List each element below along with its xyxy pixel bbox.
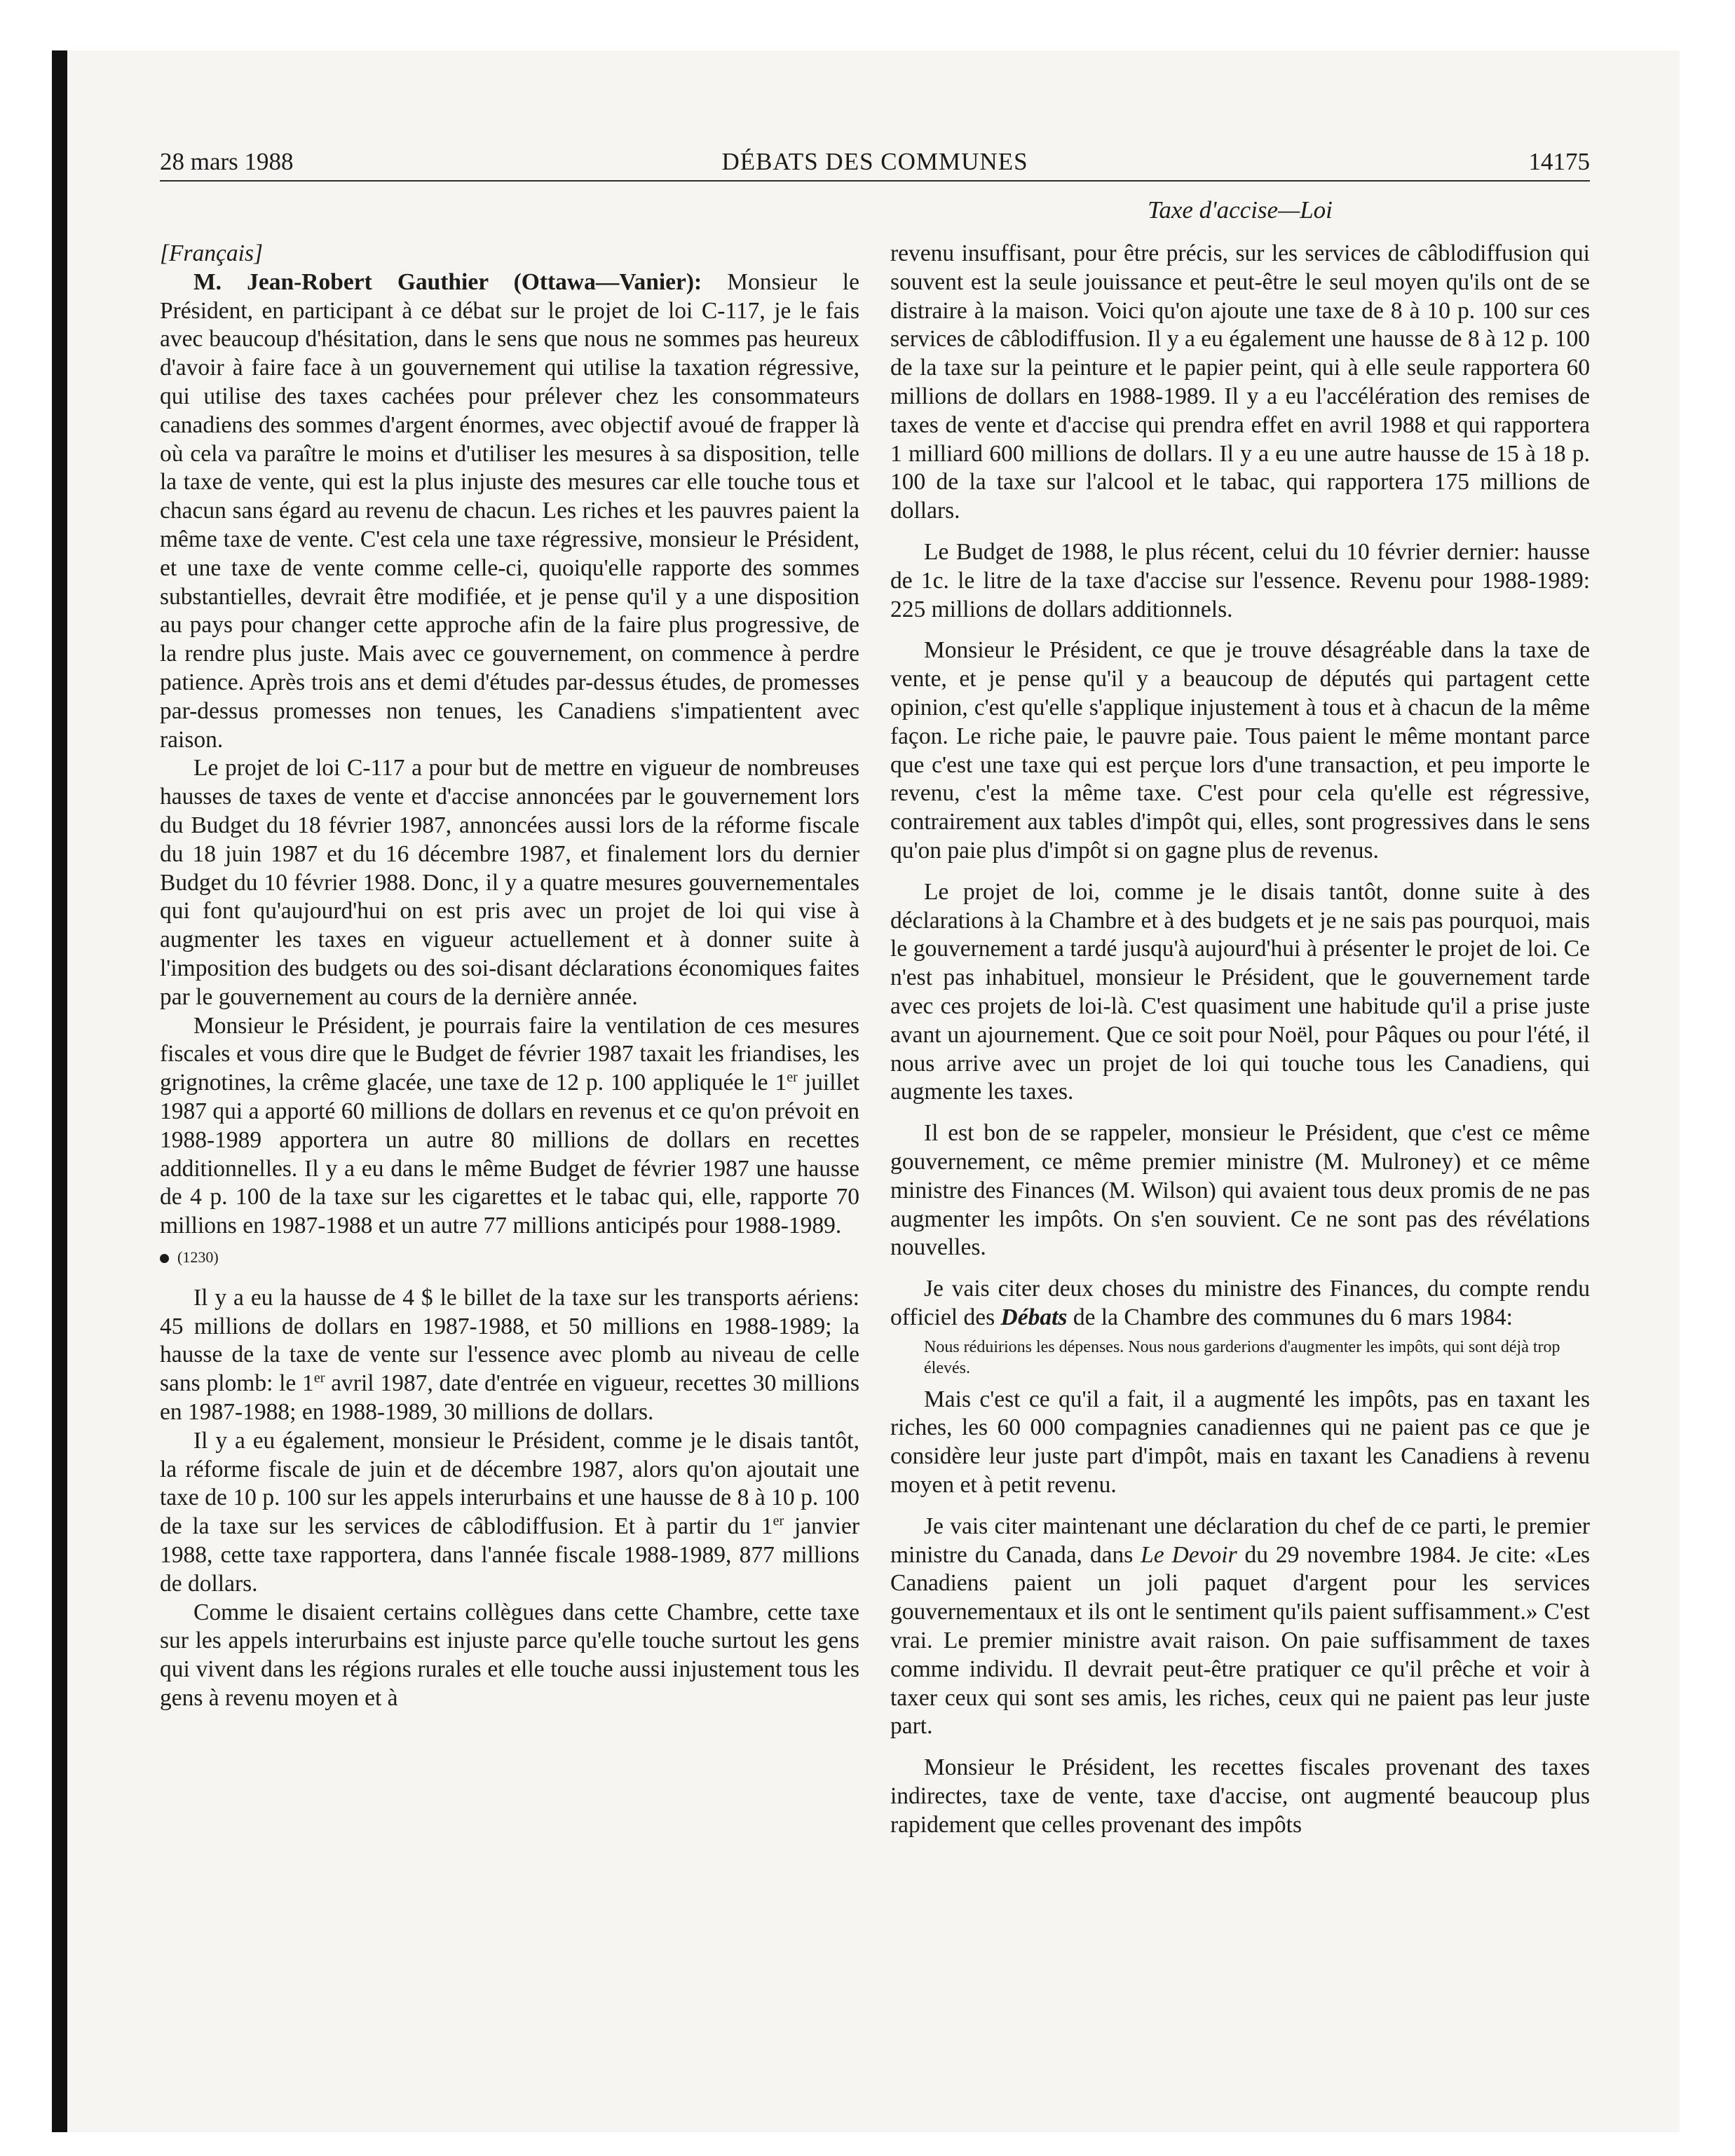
paragraph: Comme le disaient certains collègues dans cette Chambre, cette taxe sur les appels interurbains est injuste parce qu'elle touche surtout les gens qui vivent dans les régions rurales et elle touche aussi injustement tous les gens à revenu moyen et à xyxy=(160,1599,859,1712)
header-date: 28 mars 1988 xyxy=(160,148,294,175)
paragraph: Le Budget de 1988, le plus récent, celui du 10 février dernier: hausse de 1c. le litre de la taxe d'accise sur l'essence. Revenu pour 1988-1989: 225 millions de dollars additionnels. xyxy=(890,538,1590,622)
paragraph xyxy=(160,268,859,755)
paragraph-text: Il y a eu également, monsieur le Président, comme je le disais tantôt, la réforme fiscale de juin et de décembre 1987, alors qu'on ajoutait une taxe de 10 p. 100 sur les appels interurbains et une hausse de 8 à 10 p. 100 de la taxe sur les services de câblodiffusion. Et à partir du 1 xyxy=(160,1427,859,1540)
block-quote: Nous réduirions les dépenses. Nous nous garderions d'augmenter les impôts, qui sont déjà trop élevés. xyxy=(924,1337,1560,1377)
left-column xyxy=(160,240,859,1713)
speaker-name: M. Jean-Robert Gauthier (Ottawa—Vanier): xyxy=(193,268,702,295)
paragraph-text: du 29 novembre 1984. Je cite: «Les Canadiens paient un joli paquet d'argent pour les services gouvernementaux et ils ont le sentiment qu'ils paient suffisamment.» C'est vrai. Le premier ministre avait raison. On paie suffisamment de taxes comme individu. Il devrait peut-être pratiquer ce qu'il prêche et voir à taxer ceux qui sont ses amis, les riches, ceux qui ne paient pas leur juste part. xyxy=(890,1541,1590,1740)
paragraph-text: janvier 1988, cette taxe rapportera, dans l'année fiscale 1988-1989, 877 millions de dollars. xyxy=(160,1513,859,1597)
running-header xyxy=(160,144,1590,180)
paragraph xyxy=(160,1012,859,1241)
paragraph-text: Monsieur le Président, en participant à ce débat sur le projet de loi C-117, je le fais avec beaucoup d'hésitation, dans le sens que nous ne sommes pas heureux d'avoir à faire face à un gouvernement qui utilise la taxation régressive, qui utilise des taxes cachées pour prélever chez les consommateurs canadiens des sommes d'argent énormes, avec objectif avoué de frapper là où cela va paraître le moins et d'utiliser les mesures à sa disposition, telle la taxe de vente, qui est la plus injuste des mesures car elle touche tous et chacun sans égard au revenu de chacun. Les riches et les pauvres paient la même taxe de vente. C'est cela une taxe régressive, monsieur le Président, et une taxe de vente comme celle-ci, quoiqu'elle rapporte des sommes substantielles, devrait être modifiée, et je pense qu'il y a une disposition au pays pour changer cette approche afin de la faire plus progressive, de la rendre plus juste. Mais avec ce gouvernement, on commence à perdre patience. Après trois ans et demi d'études par-dessus études, de promesses par-dessus promesses non tenues, les Canadiens s'impatientent avec raison. xyxy=(160,268,859,753)
paragraph-text: Je vais citer maintenant une déclaration du chef de ce parti, le premier ministre du Canada, dans xyxy=(890,1513,1590,1568)
newspaper-title: Le Devoir xyxy=(1141,1541,1237,1568)
superscript: er xyxy=(773,1513,784,1529)
paragraph-text: Monsieur le Président, je pourrais faire la ventilation de ces mesures fiscales et vous dire que le Budget de février 1987 taxait les friandises, les grignotines, la crême glacée, une taxe de 12 p. 100 appliquée le 1 xyxy=(160,1012,859,1096)
paragraph xyxy=(890,1513,1590,1741)
paragraph xyxy=(160,1284,859,1427)
bullet-dot-icon xyxy=(160,1254,169,1263)
language-label: [Français] xyxy=(160,240,264,266)
time-marker-text: (1230) xyxy=(177,1248,219,1266)
paragraph-text: Il y a eu la hausse de 4 $ le billet de la taxe sur les transports aériens: 45 millions de dollars en 1987-1988, et 50 millions en 1988-1989; la hausse de la taxe de vente sur l'essence avec plomb au niveau de celle sans plomb: le 1 xyxy=(160,1284,859,1397)
right-column xyxy=(890,240,1590,1840)
paragraph: Monsieur le Président, les recettes fiscales provenant des taxes indirectes, taxe de vente, taxe d'accise, ont augmenté beaucoup plus rapidement que celles provenant des impôts xyxy=(890,1754,1590,1838)
paragraph: Il est bon de se rappeler, monsieur le Président, que c'est ce même gouvernement, ce même premier ministre (M. Mulroney) et ce même ministre des Finances (M. Wilson) qui avaient tous deux promis de ne pas augmenter les impôts. On s'en souvient. Ce ne sont pas des révélations nouvelles. xyxy=(890,1120,1590,1261)
paragraph xyxy=(160,1427,859,1599)
section-title: Taxe d'accise—Loi xyxy=(1148,196,1333,224)
scan-edge-bar xyxy=(52,50,67,2132)
paragraph: Le projet de loi, comme je le disais tantôt, donne suite à des déclarations à la Chambre et à des budgets et je ne sais pas pourquoi, mais le gouvernement a tardé jusqu'à aujourd'hui à présenter le projet de loi. Ce n'est pas inhabituel, monsieur le Président, que le gouvernement tarde avec ces projets de loi-là. C'est quasiment une habitude qu'il a prise juste avant un ajournement. Que ce soit pour Noël, pour Pâques ou pour l'été, il nous arrive avec un projet de loi qui touche tous les Canadiens, qui augmente les taxes. xyxy=(890,878,1590,1105)
publication-title: Débats xyxy=(1000,1304,1068,1330)
superscript: er xyxy=(787,1069,798,1085)
paragraph: Le projet de loi C-117 a pour but de mettre en vigueur de nombreuses hausses de taxes de vente et d'accise annoncées par le gouvernement lors du Budget du 18 février 1987, annoncées aussi lors de la réforme fiscale du 18 juin 1987 et du 16 décembre 1987, et finalement lors du dernier Budget du 10 février 1988. Donc, il y a quatre mesures gouvernementales qui font qu'aujourd'hui on est pris avec un projet de loi qui vise à augmenter les taxes en vigueur actuellement et à donner suite à l'imposition des budgets ou des soi-disant déclarations économiques faites par le gouvernement au cours de la dernière année. xyxy=(160,755,859,1010)
superscript: er xyxy=(313,1370,325,1386)
paragraph: Mais c'est ce qu'il a fait, il a augmenté les impôts, pas en taxant les riches, les 60 000 compagnies canadiennes qui ne paient pas ce que je considère leur juste part d'impôt, mais en taxant les Canadiens à revenu moyen et à petit revenu. xyxy=(890,1386,1590,1499)
paragraph: revenu insuffisant, pour être précis, sur les services de câblodiffusion qui souvent est la seule jouissance et peut-être le seul moyen qu'ils ont de se distraire à la maison. Voici qu'on ajoute une taxe de 8 à 10 p. 100 sur ces services de câblodiffusion. Il y a eu également une hausse de 8 à 12 p. 100 de la taxe sur la peinture et le papier peint, qui à elle seule rapportera 60 millions de dollars en 1988-1989. Il y a eu l'accélération des remises de taxes de vente et d'accise qui prendra effet en avril 1988 et qui rapportera 1 milliard 600 millions de dollars. Il y a eu une autre hausse de 15 à 18 p. 100 de la taxe sur l'alcool et le tabac, qui rapportera 175 millions de dollars. xyxy=(890,240,1590,524)
paragraph: Monsieur le Président, ce que je trouve désagréable dans la taxe de vente, et je pense qu'il y a beaucoup de députés qui partagent cette opinion, c'est qu'elle s'applique injustement à tous et à chacun de la même façon. Le riche paie, le pauvre paie. Tous paient le même montant parce que c'est une taxe qui est perçue lors d'une transaction, et peu importe le revenu, c'est la même taxe. C'est pour cela qu'elle est régressive, contrairement aux tables d'impôt qui, elles, sont progressives dans le sens qu'on paie plus d'impôt si on gagne plus de revenus. xyxy=(890,637,1590,864)
time-marker xyxy=(160,1243,859,1271)
header-rule xyxy=(160,180,1590,182)
page-number: 14175 xyxy=(1528,148,1590,175)
paragraph-text: avril 1987, date d'entrée en vigueur, recettes 30 millions en 1987-1988; en 1988-1989, 30 millions de dollars. xyxy=(160,1370,859,1426)
paragraph xyxy=(890,1275,1590,1332)
paragraph-text: juillet 1987 qui a apporté 60 millions de dollars en revenus et ce qu'on prévoit en 1988-1989 apportera un autre 80 millions de dollars en recettes additionnelles. Il y a eu dans le même Budget de février 1987 une hausse de 4 p. 100 de la taxe sur les cigarettes et le tabac qui, elle, rapporte 70 millions en 1987-1988 et un autre 77 millions anticipés pour 1988-1989. xyxy=(160,1070,859,1239)
paragraph-text: Je vais citer deux choses du ministre des Finances, du compte rendu officiel des xyxy=(890,1276,1590,1330)
paragraph-text: de la Chambre des communes du 6 mars 1984: xyxy=(1067,1304,1513,1330)
journal-title: DÉBATS DES COMMUNES xyxy=(721,148,1028,175)
